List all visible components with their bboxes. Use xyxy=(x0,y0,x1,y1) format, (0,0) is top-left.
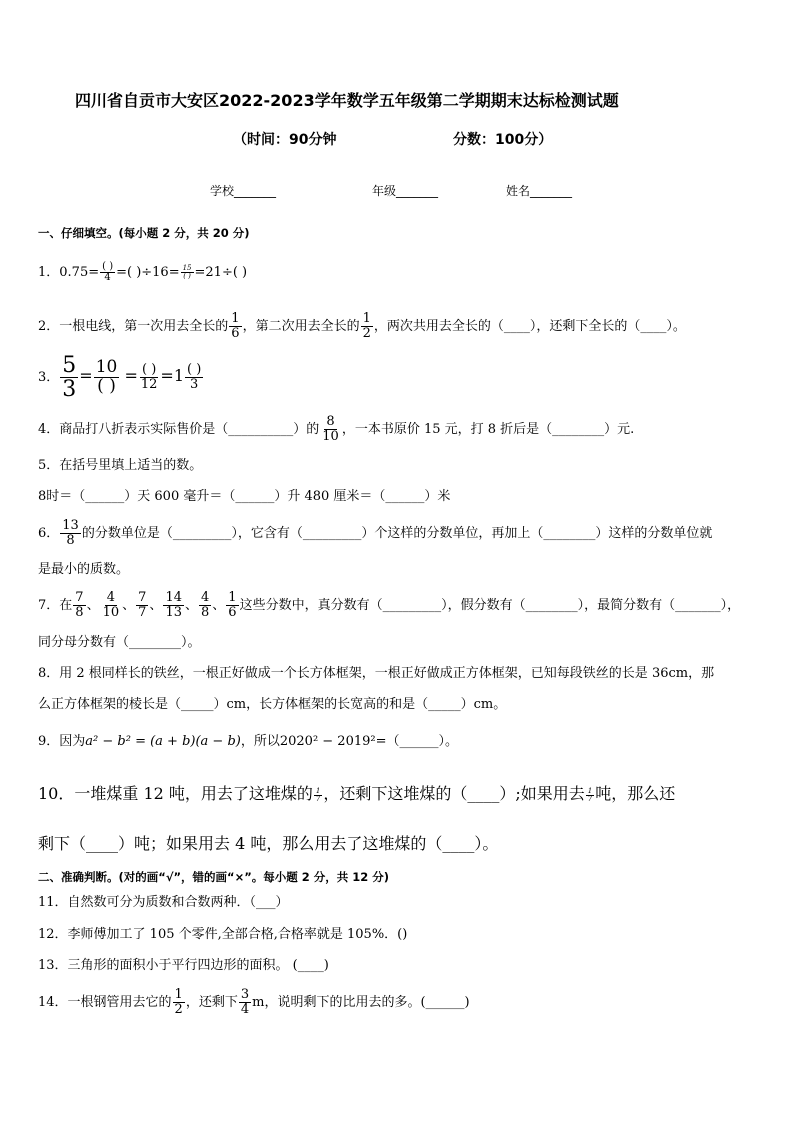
question-10: 10．一堆煤重 12 吨，用去了这堆煤的 $\frac{1}{7}$ ，还剩下这堆煤的（____）;如果用去 $\frac{1}{7}$ 吨，那么还 xyxy=(38,784,676,803)
fraction: $\frac{1}{6}$ xyxy=(228,590,237,620)
section2-heading: 二、准确判断。(对的画“√”，错的画“×”。每小题 2 分，共 12 分) xyxy=(38,870,390,884)
fraction: $\frac{( )}{12}$ xyxy=(140,362,158,392)
fraction: $\frac{8}{10}$ xyxy=(322,414,339,444)
fraction: $\frac{3}{4}$ xyxy=(240,987,250,1017)
grade-field: 年级_______ xyxy=(372,184,439,198)
question-12: 12．李师傅加工了 105 个零件,全部合格,合格率就是 105%．() xyxy=(38,927,408,942)
fraction: $\frac{4}{8}$ xyxy=(201,590,210,620)
question-8: 8．用 2 根同样长的铁丝，一根正好做成一个长方体框架，一根正好做成正方体框架，已知每段铁丝的长是 36cm，那 xyxy=(38,666,715,681)
section1-heading: 一、仔细填空。(每小题 2 分，共 20 分) xyxy=(38,226,250,240)
fraction: $\frac{7}{8}$ xyxy=(75,590,84,620)
question-1: 1．0.75= $\frac{( )}{4}$ =( )÷16= $\frac{15}{( )}$ =21÷( ) xyxy=(38,260,248,283)
fraction: $\frac{1}{2}$ xyxy=(362,311,371,341)
question-6: 6． $\frac{13}{8}$ 的分数单位是（_________），它含有（_________）个这样的分数单位，再加上（________）这样的分数单位就 xyxy=(38,518,713,548)
question-7: 7．在 $\frac{7}{8}$ 、 $\frac{4}{10}$ 、 $\frac{7}{7}$ 、 $\frac{14}{13}$ 、 $\frac{4}{8}$ 、 $\frac{1}{6}$ 这些分数中，真分数有（_________），假分数有（________），最简分数有（_______）， xyxy=(38,590,741,620)
question-9: 9．因为a² − b² = (a + b)(a − b)，所以2020² − 2019²=（______）。 xyxy=(38,734,459,749)
question-6-line2: 是最小的质数。 xyxy=(38,562,130,577)
fraction: $\frac{1}{7}$ xyxy=(315,786,321,803)
fraction: $\frac{( )}{4}$ xyxy=(102,260,114,283)
formula: a² − b² = (a + b)(a − b) xyxy=(85,734,241,749)
question-10-line2: 剩下（____）吨；如果用去 4 吨，那么用去了这堆煤的（____）。 xyxy=(38,834,499,853)
question-4: 4．商品打八折表示实际售价是（__________）的 $\frac{8}{10}$ ，一本书原价 15 元，打 8 折后是（________）元. xyxy=(38,414,635,444)
fraction: $\frac{1}{2}$ xyxy=(174,987,183,1017)
name-field: 姓名_______ xyxy=(506,184,573,198)
question-7-line2: 同分母分数有（________）。 xyxy=(38,635,201,650)
fraction: $\frac{13}{8}$ xyxy=(62,518,79,548)
fraction: $\frac{14}{13}$ xyxy=(165,590,182,620)
exam-score: 分数：100分） xyxy=(453,132,553,148)
formula: 2020² − 2019² xyxy=(279,734,376,749)
question-2: 2．一根电线，第一次用去全长的 $\frac{1}{6}$ ，第二次用去全长的 $\frac{1}{2}$ ，两次共用去全长的（____），还剩下全长的（____）。 xyxy=(38,311,686,341)
question-13: 13．三角形的面积小于平行四边形的面积。 (____) xyxy=(38,958,329,973)
question-8-line2: 么正方体框架的棱长是（_____）cm，长方体框架的长宽高的和是（_____）cm。 xyxy=(38,697,507,712)
fraction: $\frac{15}{( )}$ xyxy=(182,263,192,280)
page-title: 四川省自贡市大安区2022-2023学年数学五年级第二学期期末达标检测试题 xyxy=(75,91,619,110)
fraction: $\frac{1}{7}$ xyxy=(587,786,593,803)
fraction: $\frac{5}{3}$ xyxy=(62,352,77,402)
fraction: $\frac{1}{6}$ xyxy=(231,311,240,341)
fraction: $\frac{( )}{3}$ xyxy=(187,362,202,392)
fraction: $\frac{7}{7}$ xyxy=(138,590,147,620)
school-field: 学校_______ xyxy=(210,184,277,198)
fraction: $\frac{10}{( )}$ xyxy=(95,357,118,396)
question-11: 11．自然数可分为质数和合数两种．（___） xyxy=(38,895,289,910)
fraction: $\frac{4}{10}$ xyxy=(102,590,120,620)
question-14: 14．一根钢管用去它的 $\frac{1}{2}$ ，还剩下 $\frac{3}{4}$ m，说明剩下的比用去的多。(______) xyxy=(38,987,470,1017)
exam-time: （时间：90分钟 xyxy=(233,132,337,148)
question-5-line2: 8时＝（______）天 600 毫升＝（______）升 480 厘米＝（______）米 xyxy=(38,489,451,504)
question-3: 3． $\frac{5}{3}$ = $\frac{10}{( )}$ = $\frac{( )}{12}$ =1 $\frac{( )}{3}$ xyxy=(38,352,202,402)
question-5: 5．在括号里填上适当的数。 xyxy=(38,458,203,473)
